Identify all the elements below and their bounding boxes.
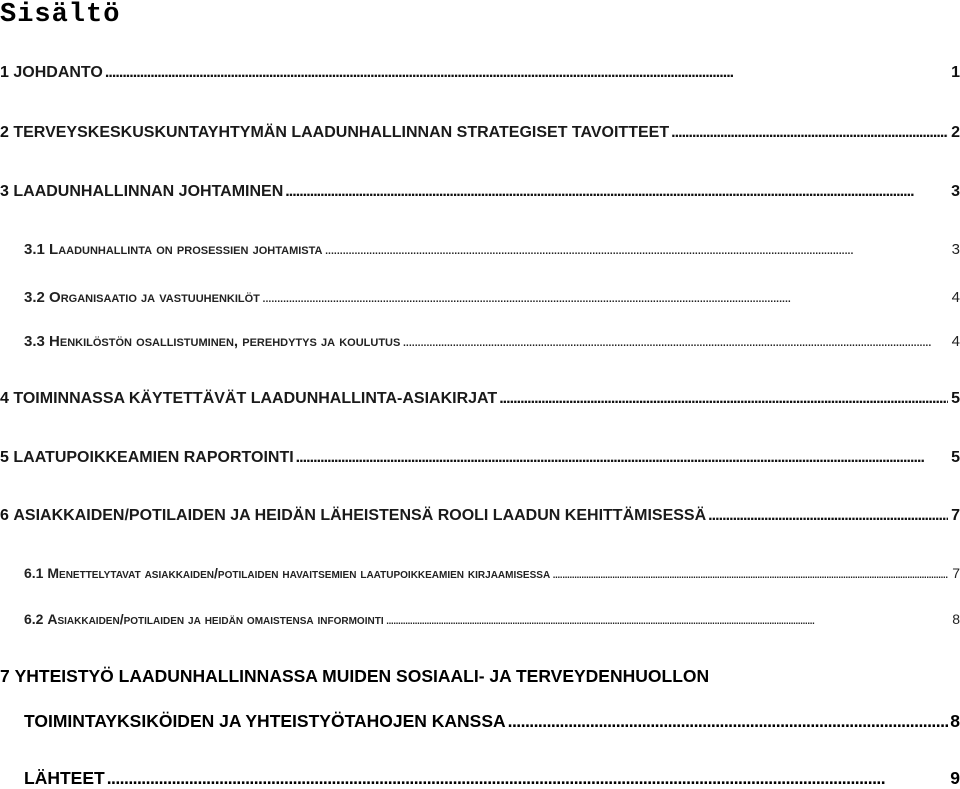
toc-entry-label: Organisaatio ja vastuuhenkilöt bbox=[49, 289, 260, 306]
toc-entry-label: TOIMINTAYKSIKÖIDEN JA YHTEISTYÖTAHOJEN KANSSA bbox=[24, 711, 506, 731]
toc-entry-7-continued[interactable] bbox=[24, 711, 960, 732]
dot-leader bbox=[402, 333, 948, 350]
toc-entry-label: TOIMINNASSA KÄYTETTÄVÄT LAADUNHALLINTA-ASIAKIRJAT bbox=[13, 390, 498, 407]
toc-entry-label: Asiakkaiden/potilaiden ja heidän omaistensa informointi bbox=[47, 611, 384, 627]
toc-entry-number: 3.1 bbox=[24, 241, 45, 258]
toc-entry-number: 3 bbox=[0, 183, 9, 200]
toc-entry-3[interactable] bbox=[0, 183, 960, 201]
toc-entry-number: 4 bbox=[0, 390, 9, 407]
toc-entry-6[interactable] bbox=[0, 507, 960, 525]
toc-entry-7[interactable] bbox=[0, 666, 709, 687]
toc-entry-label: Laadunhallinta on prosessien johtamista bbox=[49, 241, 323, 258]
toc-entry-number: 1 bbox=[0, 64, 9, 81]
dot-leader bbox=[296, 449, 948, 467]
toc-entry-number: 5 bbox=[0, 449, 9, 466]
toc-entry-label: ASIAKKAIDEN/POTILAIDEN JA HEIDÄN LÄHEISTENSÄ ROOLI LAADUN KEHITTÄMISESSÄ bbox=[13, 507, 707, 524]
toc-entry-label: LAADUNHALLINNAN JOHTAMINEN bbox=[13, 183, 284, 200]
toc-entry-label: YHTEISTYÖ LAADUNHALLINNASSA MUIDEN SOSIAALI- JA TERVEYDENHUOLLON bbox=[14, 666, 710, 686]
toc-entry-2[interactable] bbox=[0, 124, 960, 142]
toc-entry-label: LÄHTEET bbox=[24, 768, 105, 788]
dot-leader bbox=[285, 183, 948, 201]
toc-entry-page: 3 bbox=[951, 183, 960, 200]
toc-entry-1[interactable] bbox=[0, 64, 960, 82]
dot-leader bbox=[508, 711, 948, 732]
toc-entry-3-1[interactable] bbox=[24, 241, 960, 258]
toc-entry-page: 5 bbox=[951, 449, 960, 466]
page-title: Sisältö bbox=[0, 0, 121, 30]
toc-entry-number: 2 bbox=[0, 124, 9, 141]
toc-entry-page: 7 bbox=[951, 507, 960, 524]
toc-entry-page: 8 bbox=[952, 611, 960, 627]
dot-leader bbox=[324, 241, 948, 258]
toc-entry-4[interactable] bbox=[0, 390, 960, 408]
toc-entry-3-3[interactable] bbox=[24, 333, 960, 350]
toc-entry-label: LAATUPOIKKEAMIEN RAPORTOINTI bbox=[13, 449, 294, 466]
dot-leader bbox=[708, 507, 948, 525]
toc-entry-page: 2 bbox=[951, 124, 960, 141]
toc-entry-3-2[interactable] bbox=[24, 289, 960, 306]
toc-entry-page: 9 bbox=[950, 768, 960, 788]
dot-leader bbox=[107, 768, 948, 789]
toc-entry-page: 4 bbox=[951, 333, 960, 350]
toc-entry-label: Henkilöstön osallistuminen, perehdytys ja koulutus bbox=[49, 333, 401, 350]
toc-entry-page: 8 bbox=[950, 711, 960, 731]
toc-entry-page: 5 bbox=[951, 390, 960, 407]
toc-entry-5[interactable] bbox=[0, 449, 960, 467]
toc-entry-label: TERVEYSKESKUSKUNTAYHTYMÄN LAADUNHALLINNAN STRATEGISET TAVOITTEET bbox=[13, 124, 670, 141]
toc-entry-6-1[interactable] bbox=[24, 565, 960, 581]
toc-entry-page: 1 bbox=[951, 64, 960, 81]
dot-leader bbox=[262, 289, 948, 306]
toc-entry-number: 6 bbox=[0, 507, 9, 524]
toc-entry-references[interactable] bbox=[24, 768, 960, 789]
toc-entry-number: 7 bbox=[0, 666, 10, 686]
toc-entry-number: 3.2 bbox=[24, 289, 45, 306]
toc-entry-label: JOHDANTO bbox=[13, 64, 103, 81]
toc-entry-page: 3 bbox=[951, 241, 960, 258]
toc-entry-number: 6.1 bbox=[24, 565, 44, 581]
toc-entry-page: 7 bbox=[952, 565, 960, 581]
dot-leader bbox=[105, 64, 948, 82]
toc-entry-page: 4 bbox=[951, 289, 960, 306]
toc-entry-number: 6.2 bbox=[24, 611, 44, 627]
dot-leader bbox=[386, 611, 948, 627]
dot-leader bbox=[671, 124, 948, 142]
toc-entry-number: 3.3 bbox=[24, 333, 45, 350]
dot-leader bbox=[499, 390, 948, 408]
dot-leader bbox=[552, 565, 948, 581]
toc-entry-6-2[interactable] bbox=[24, 611, 960, 627]
toc-entry-label: Menettelytavat asiakkaiden/potilaiden havaitsemien laatupoikkeamien kirjaamisessa bbox=[47, 565, 551, 581]
